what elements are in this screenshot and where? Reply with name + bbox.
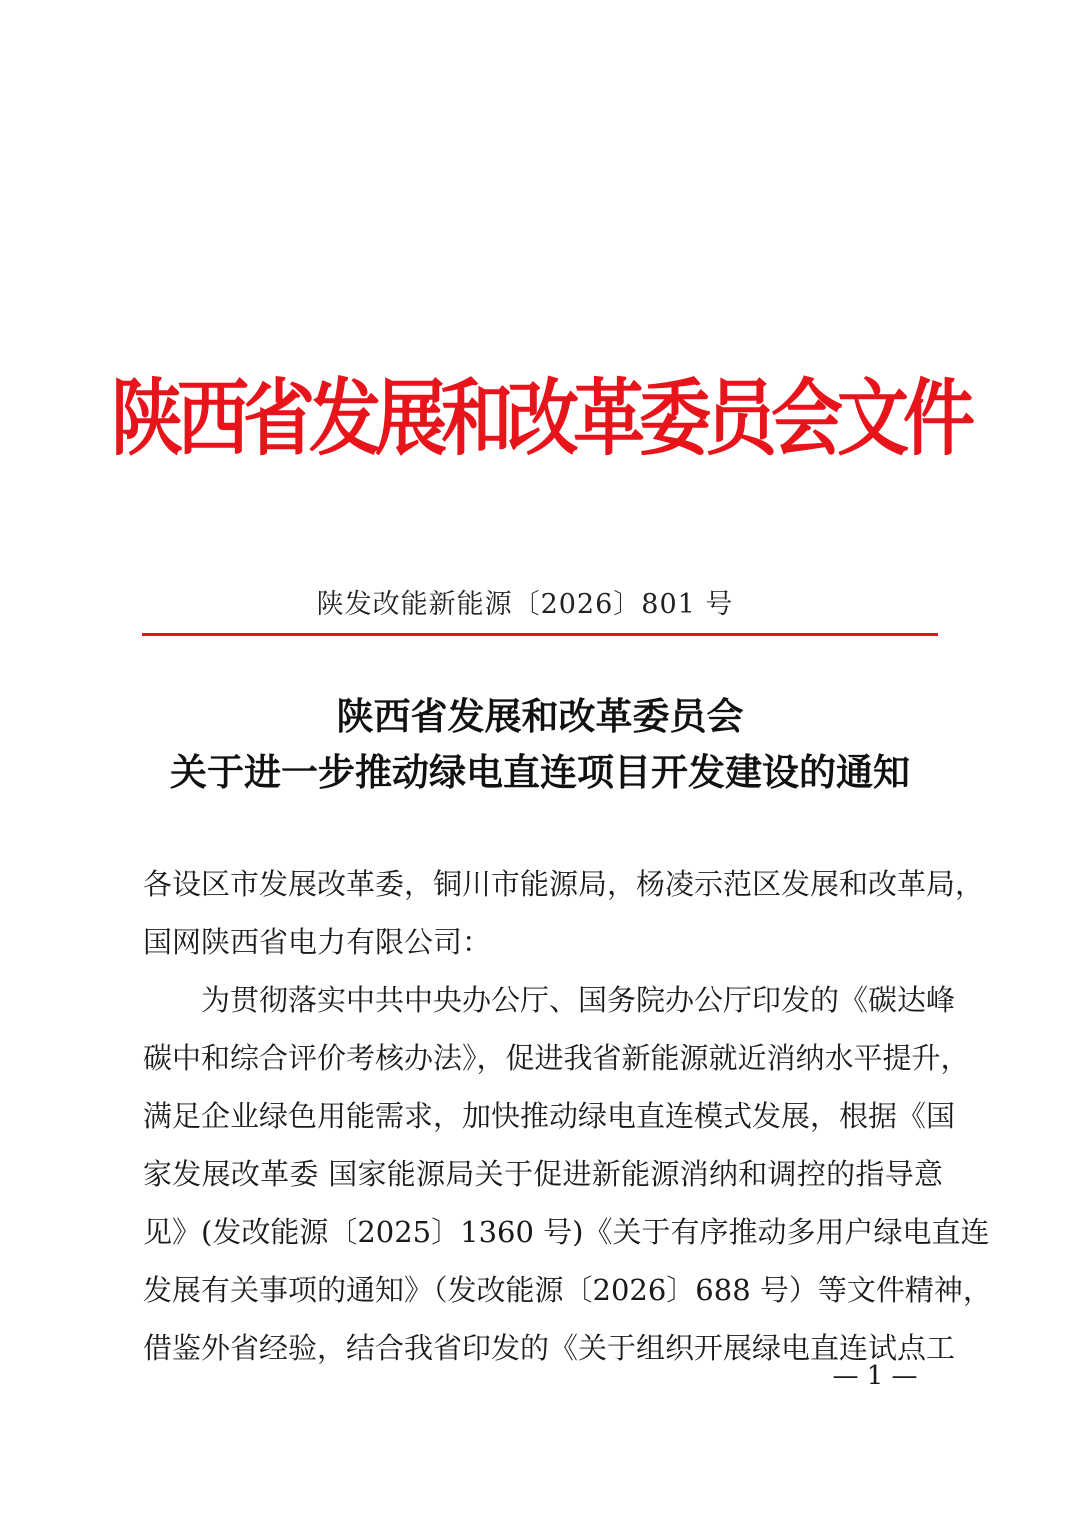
body-line: 为贯彻落实中共中央办公厅、国务院办公厅印发的《碳达峰 — [143, 983, 956, 1017]
page-number: — 1 — — [832, 1361, 918, 1391]
body-line: 国网陕西省电力有限公司： — [143, 925, 492, 959]
body-line: 见》(发改能源〔2025〕1360 号)《关于有序推动多用户绿电直连 — [143, 1215, 990, 1249]
body-line: 各设区市发展改革委，铜川市能源局，杨凌示范区发展和改革局， — [143, 867, 985, 901]
body-line: 发展有关事项的通知》（发改能源〔2026〕688 号）等文件精神， — [143, 1273, 992, 1307]
title-line-1: 陕西省发展和改革委员会 — [336, 694, 744, 738]
body-line: 碳中和综合评价考核办法》，促进我省新能源就近消纳水平提升， — [143, 1041, 970, 1075]
document-number: 陕发改能新能源〔2026〕801 号 — [316, 589, 734, 620]
red-divider-line — [142, 633, 938, 636]
document-masthead: 陕西省发展和改革委员会文件 — [110, 369, 969, 467]
body-line: 满足企业绿色用能需求，加快推动绿电直连模式发展，根据《国 — [143, 1099, 956, 1133]
title-line-2: 关于进一步推动绿电直连项目开发建设的通知 — [170, 750, 910, 794]
document-title — [0, 688, 1080, 800]
body-line: 借鉴外省经验，结合我省印发的《关于组织开展绿电直连试点工 — [143, 1331, 956, 1365]
body-line: 家发展改革委 国家能源局关于促进新能源消纳和调控的指导意 — [143, 1157, 943, 1191]
document-body — [143, 855, 992, 1377]
